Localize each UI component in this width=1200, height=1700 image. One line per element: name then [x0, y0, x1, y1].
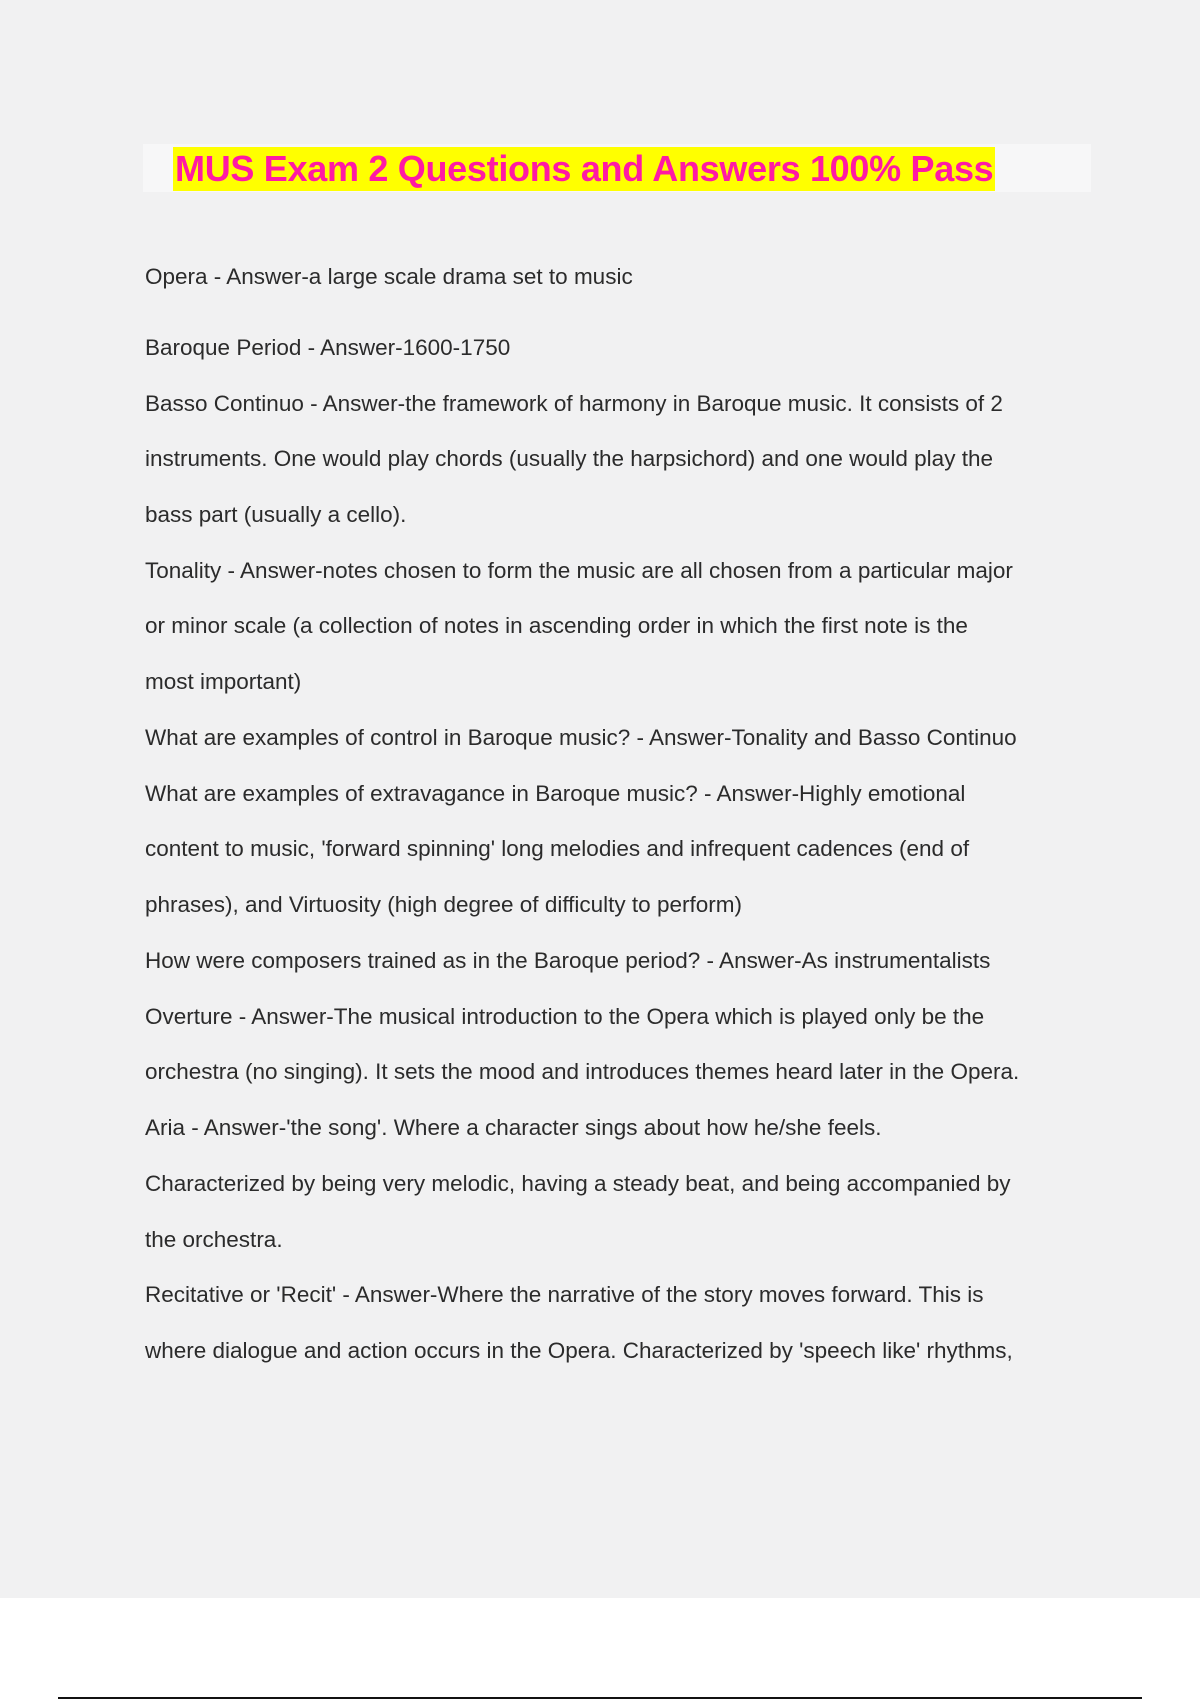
text-line: Basso Continuo - Answer-the framework of harmony in Baroque music. It consists of 2 [145, 391, 1003, 416]
text-line: Recitative or 'Recit' - Answer-Where the narrative of the story moves forward. This is [145, 1282, 984, 1307]
text-line: instruments. One would play chords (usually the harpsichord) and one would play the [145, 446, 993, 471]
text-line: Aria - Answer-'the song'. Where a character sings about how he/she feels. [145, 1115, 882, 1140]
text-line: phrases), and Virtuosity (high degree of difficulty to perform) [145, 892, 742, 917]
document-title: MUS Exam 2 Questions and Answers 100% Pass [175, 148, 994, 189]
text-line: Overture - Answer-The musical introduction to the Opera which is played only be the [145, 1004, 985, 1029]
text-line: What are examples of control in Baroque music? - Answer-Tonality and Basso Continuo [145, 725, 1017, 750]
text-line: Baroque Period - Answer-1600-1750 [145, 335, 511, 360]
text-line: the orchestra. [145, 1227, 283, 1252]
text-line: most important) [145, 669, 302, 694]
text-line: How were composers trained as in the Baroque period? - Answer-As instrumentalists [145, 948, 991, 973]
text-line: bass part (usually a cello). [145, 502, 407, 527]
text-line: orchestra (no singing). It sets the mood and introduces themes heard later in the Opera. [145, 1059, 1020, 1084]
text-line: Characterized by being very melodic, having a steady beat, and being accompanied by [145, 1171, 1011, 1196]
text-line: where dialogue and action occurs in the Opera. Characterized by 'speech like' rhythms, [145, 1338, 1013, 1363]
text-line: Opera - Answer-a large scale drama set to music [145, 264, 633, 289]
text-line: content to music, 'forward spinning' long melodies and infrequent cadences (end of [145, 836, 970, 861]
text-line: What are examples of extravagance in Baroque music? - Answer-Highly emotional [145, 781, 966, 806]
text-line: Tonality - Answer-notes chosen to form the music are all chosen from a particular major [145, 558, 1013, 583]
footer-divider [58, 1697, 1142, 1699]
text-line: or minor scale (a collection of notes in ascending order in which the first note is the [145, 613, 968, 638]
